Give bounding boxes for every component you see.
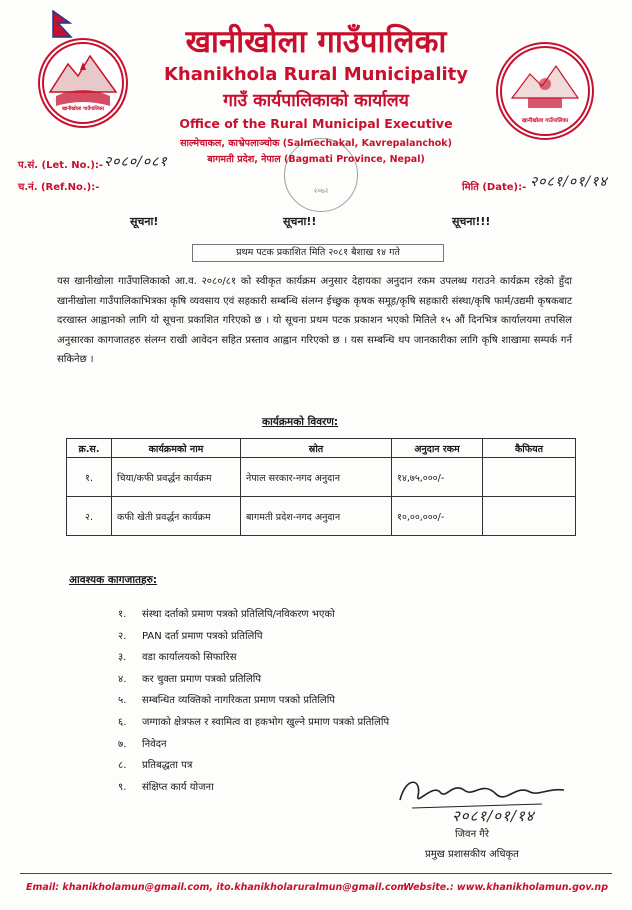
- cell-grant-amount: १०,००,०००/-: [392, 497, 483, 536]
- municipality-title-nepali: खानीखोला गाउँपालिका: [185, 24, 447, 60]
- office-stamp: २०७२: [284, 138, 358, 212]
- required-documents-list: [118, 604, 389, 798]
- list-item: [118, 777, 389, 799]
- list-item-text: वडा कार्यालयको सिफारिस: [142, 652, 237, 664]
- required-documents-heading: आवश्यक कागजातहरु:: [69, 574, 158, 586]
- cell-remarks: [483, 497, 576, 536]
- municipality-emblem-left: [38, 38, 128, 128]
- first-publish-date: प्रथम पटक प्रकाशित मिति २०८१ बैशाख १४ गते: [192, 244, 444, 262]
- list-item: [118, 734, 389, 756]
- col-source: स्रोत: [241, 439, 392, 458]
- list-item-text: संस्था दर्ताको प्रमाण पत्रको प्रतिलिपि/नविकरण भएको: [142, 609, 335, 620]
- list-item: [118, 755, 389, 777]
- cell-program-name: कफी खेती प्रवर्द्धन कार्यक्रम: [112, 497, 241, 536]
- col-serial: क्र.स.: [67, 439, 112, 458]
- address-line-2: बागमती प्रदेश, नेपाल (Bagmati Province, Nepal): [207, 154, 425, 165]
- table-header-row: [67, 439, 576, 458]
- municipality-emblem-right: [496, 42, 594, 140]
- list-item-text: PAN दर्ता प्रमाण पत्रको प्रतिलिपि: [142, 630, 263, 642]
- notice-heading-2: सूचना!!: [283, 215, 317, 228]
- office-title-english: Office of the Rural Municipal Executive: [179, 116, 453, 131]
- date-label: मिति (Date):-: [462, 182, 527, 193]
- list-item-number: ५.: [118, 695, 127, 707]
- table-row: [67, 497, 576, 536]
- list-item-number: ६.: [118, 716, 127, 728]
- list-item: [118, 712, 389, 734]
- cell-serial: २.: [67, 497, 112, 536]
- footer-website: Website.: www.khanikholamun.gov.np: [403, 882, 608, 893]
- cell-grant-amount: १४,७५,०००/-: [392, 458, 483, 497]
- list-item-number: १.: [118, 609, 127, 620]
- ref-no-label: च.नं. (Ref.No.):-: [18, 182, 100, 193]
- list-item: [118, 690, 389, 712]
- date-value: २०८१/०१/१४: [530, 174, 608, 190]
- col-program-name: कार्यक्रमको नाम: [112, 439, 241, 458]
- list-item-text: निवेदन: [142, 738, 167, 750]
- cell-source: नेपाल सरकार-नगद अनुदान: [241, 458, 392, 497]
- list-item-text: सम्बन्धित व्यक्तिको नागरिकता प्रमाण पत्रको प्रतिलिपि: [142, 695, 335, 707]
- list-item-text: संक्षिप्त कार्य योजना: [142, 781, 214, 793]
- list-item: [118, 647, 389, 669]
- letter-no-value: २०८०/०८१: [104, 154, 168, 170]
- nepal-flag-icon: [52, 10, 74, 38]
- list-item-text: जग्गाको क्षेत्रफल र स्वामित्व वा हकभोग खुल्ने प्रमाण पत्रको प्रतिलिपि: [142, 716, 390, 728]
- table-row: [67, 458, 576, 497]
- col-grant-amount: अनुदान रकम: [392, 439, 483, 458]
- cell-serial: १.: [67, 458, 112, 497]
- signature-date: २०८१/०१/१४: [452, 807, 535, 825]
- list-item: [118, 669, 389, 691]
- notice-body-paragraph: यस खानीखोला गाउँपालिकाको आ.व. २०८०/८१ को स्वीकृत कार्यक्रम अनुसार देहायका अनुदान रकम उपलब्ध गराउने कार्यक्रम रहेको हुँदा खानीखोला गाउँपालिकाभित्रका कृषि व्यवसाय एवं सहकारी सम्बन्धि संलग्न ईच्छुक कृषक समूह/कृषि सहकारी संस्था/कृषि फार्म/उद्यमी कृषकबाट दरखास्त आह्वानको लागि यो सूचना प्रकाशित गरिएको छ । यो सूचना प्रथम पटक प्रकाशन भएको मितिले १५ औं दिनभित्र कार्यालयमा तपसिल अनुसारका कागजातहरु संलग्न राखी आवेदन सहित प्रस्ताव आह्वान गरिएको छ । यस सम्बन्धि थप जानकारीका लागि कृषि शाखामा सम्पर्क गर्न सकिनेछ ।: [57, 276, 572, 365]
- notice-heading-1: सूचना!: [130, 215, 159, 228]
- letter-no-label: प.सं. (Let. No.):-: [18, 160, 104, 171]
- left-emblem-text: खानीखोला गाउँपालिका: [61, 106, 105, 112]
- cell-remarks: [483, 458, 576, 497]
- list-item-text: कर चुक्ता प्रमाण पत्रको प्रतिलिपि: [142, 673, 262, 685]
- cell-program-name: चिया/कफी प्रवर्द्धन कार्यक्रम: [112, 458, 241, 497]
- office-title-nepali: गाउँ कार्यपालिकाको कार्यालय: [223, 91, 409, 111]
- list-item: [118, 626, 389, 648]
- notice-heading-3: सूचना!!!: [452, 215, 491, 228]
- list-item-text: प्रतिबद्धता पत्र: [142, 760, 193, 772]
- right-emblem-text: खानीखोला गाउँपालिका: [521, 118, 569, 124]
- signatory-name: जिवन गैरे: [455, 829, 490, 840]
- page-footer: [20, 873, 612, 902]
- list-item-number: ८.: [118, 760, 127, 772]
- program-details-heading: कार्यक्रमको विवरण:: [262, 416, 339, 428]
- cell-source: बागमती प्रदेश-नगद अनुदान: [241, 497, 392, 536]
- list-item-number: ९.: [118, 781, 127, 793]
- signatory-title: प्रमुख प्रशासकीय अधिकृत: [425, 849, 519, 860]
- list-item: [118, 604, 389, 626]
- list-item-number: ३.: [118, 652, 127, 664]
- list-item-number: ४.: [118, 673, 127, 685]
- col-remarks: कैफियत: [483, 439, 576, 458]
- footer-email: Email: khanikholamun@gmail.com, ito.khanikholaruralmun@gmail.com: [26, 882, 408, 893]
- municipality-title-english: Khanikhola Rural Municipality: [163, 64, 469, 85]
- list-item-number: २.: [118, 630, 127, 642]
- address-line-1: साल्मेचाकल, काभ्रेपलाञ्चोक (Salmechakal, Kavrepalanchok): [180, 138, 452, 149]
- program-table: [66, 438, 576, 536]
- list-item-number: ७.: [118, 738, 127, 750]
